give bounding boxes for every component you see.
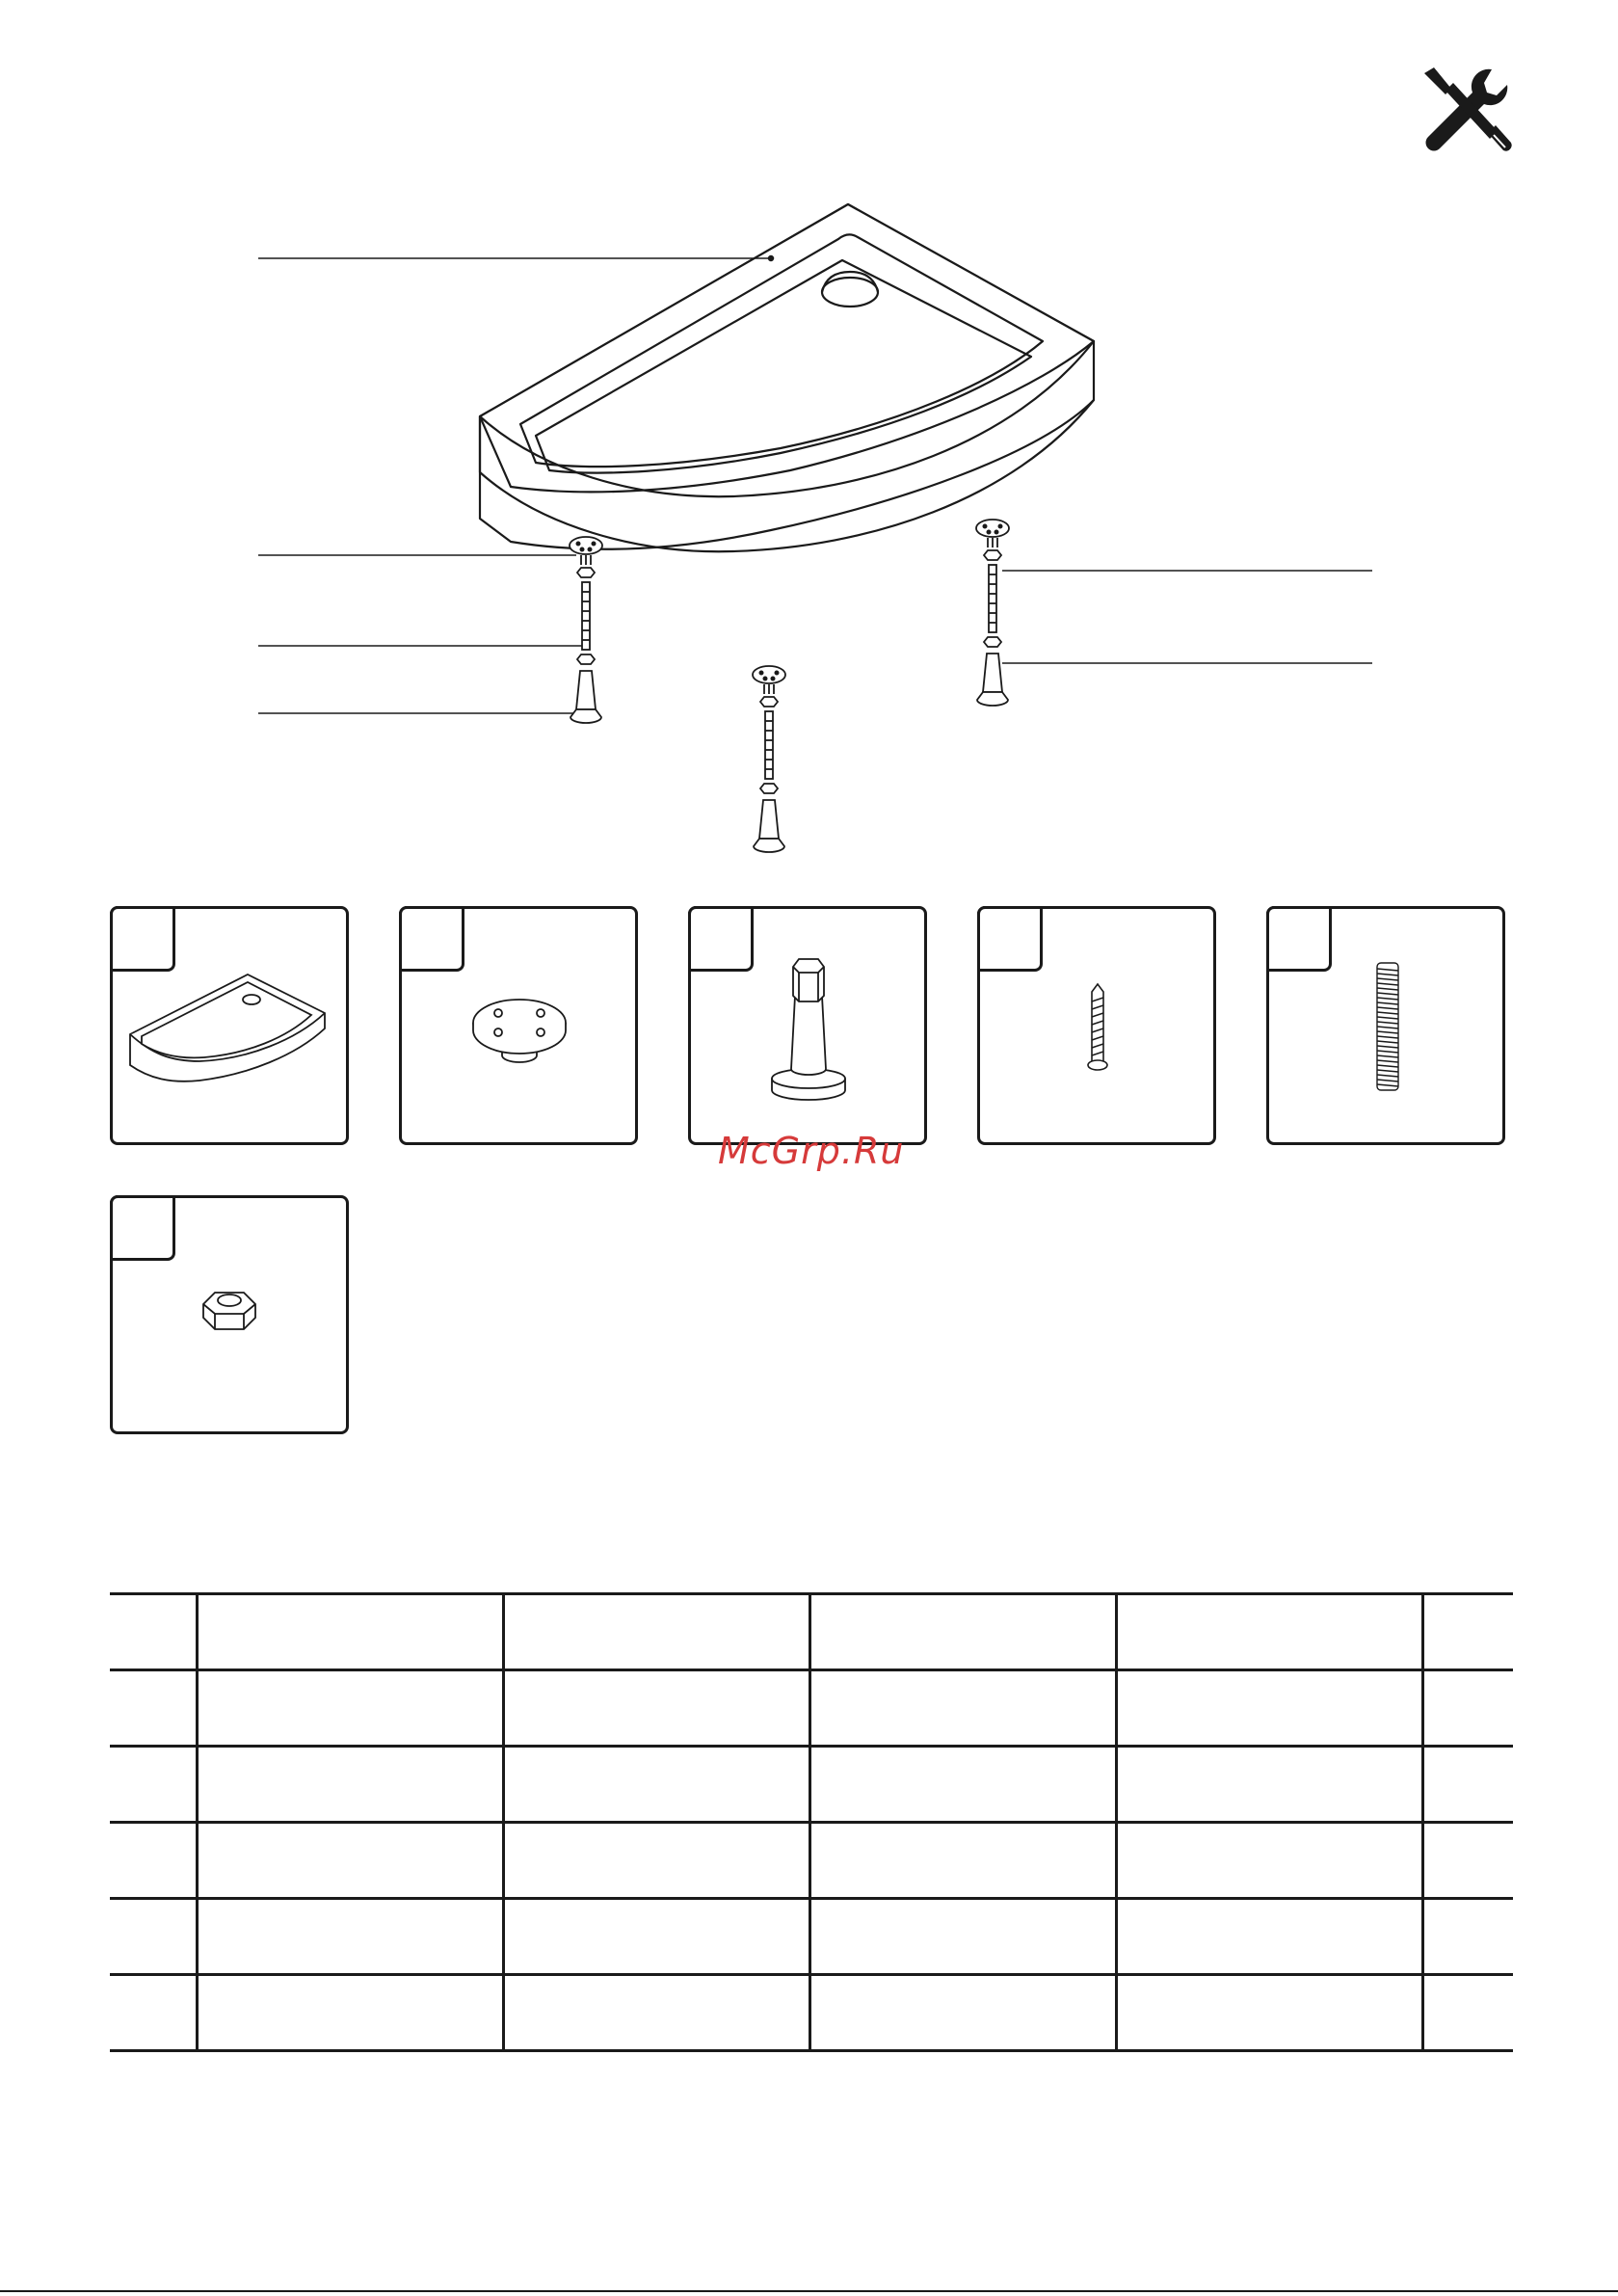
footer-rule: [0, 2290, 1618, 2292]
table-cell: [110, 1594, 197, 1670]
table-cell: [503, 1823, 809, 1899]
table-row: [110, 1899, 1513, 1975]
table-cell: [1116, 1975, 1422, 2051]
part-card-foot: [688, 906, 927, 1145]
table-cell: [110, 1899, 197, 1975]
table-cell: [809, 1594, 1116, 1670]
table-cell: [1422, 1594, 1513, 1670]
table-cell: [503, 1899, 809, 1975]
table-row: [110, 1823, 1513, 1899]
spec-table: [110, 1592, 1513, 2052]
foot-assemblies: [0, 0, 1618, 887]
table-cell: [809, 1670, 1116, 1747]
part-card-plate: [399, 906, 638, 1145]
table-cell: [809, 1823, 1116, 1899]
table-cell: [503, 1747, 809, 1823]
table-cell: [1116, 1747, 1422, 1823]
table-cell: [110, 1670, 197, 1747]
table-cell: [197, 1747, 503, 1823]
table-cell: [809, 1747, 1116, 1823]
table-cell: [1422, 1747, 1513, 1823]
shower-tray-icon: [113, 909, 346, 1142]
table-cell: [110, 1823, 197, 1899]
table-cell: [1422, 1670, 1513, 1747]
table-cell: [809, 1975, 1116, 2051]
table-cell: [197, 1670, 503, 1747]
foot-assembly: [976, 520, 1009, 706]
table-cell: [197, 1899, 503, 1975]
table-cell: [1116, 1823, 1422, 1899]
part-card-nut: [110, 1195, 349, 1434]
foot-assembly: [753, 666, 785, 852]
table-cell: [503, 1975, 809, 2051]
table-cell: [1116, 1594, 1422, 1670]
part-card-tray: [110, 906, 349, 1145]
adjustable-foot-icon: [691, 909, 924, 1142]
table-cell: [1116, 1670, 1422, 1747]
table-cell: [1116, 1899, 1422, 1975]
table-cell: [503, 1594, 809, 1670]
table-cell: [809, 1899, 1116, 1975]
table-cell: [197, 1594, 503, 1670]
hex-nut-icon: [113, 1198, 346, 1431]
table-row: [110, 1747, 1513, 1823]
part-card-rod: [1266, 906, 1505, 1145]
table-cell: [110, 1975, 197, 2051]
table-cell: [110, 1747, 197, 1823]
table-cell: [197, 1823, 503, 1899]
part-card-screw: [977, 906, 1216, 1145]
threaded-rod-icon: [1269, 909, 1502, 1142]
mounting-plate-icon: [402, 909, 635, 1142]
table-cell: [1422, 1823, 1513, 1899]
table-row: [110, 1670, 1513, 1747]
table-cell: [197, 1975, 503, 2051]
table-row: [110, 1975, 1513, 2051]
table-cell: [1422, 1975, 1513, 2051]
screw-icon: [980, 909, 1213, 1142]
foot-assembly: [570, 537, 602, 723]
table-header-row: [110, 1594, 1513, 1670]
table-cell: [1422, 1899, 1513, 1975]
watermark-text: McGrp.Ru: [718, 1130, 905, 1172]
table-cell: [503, 1670, 809, 1747]
